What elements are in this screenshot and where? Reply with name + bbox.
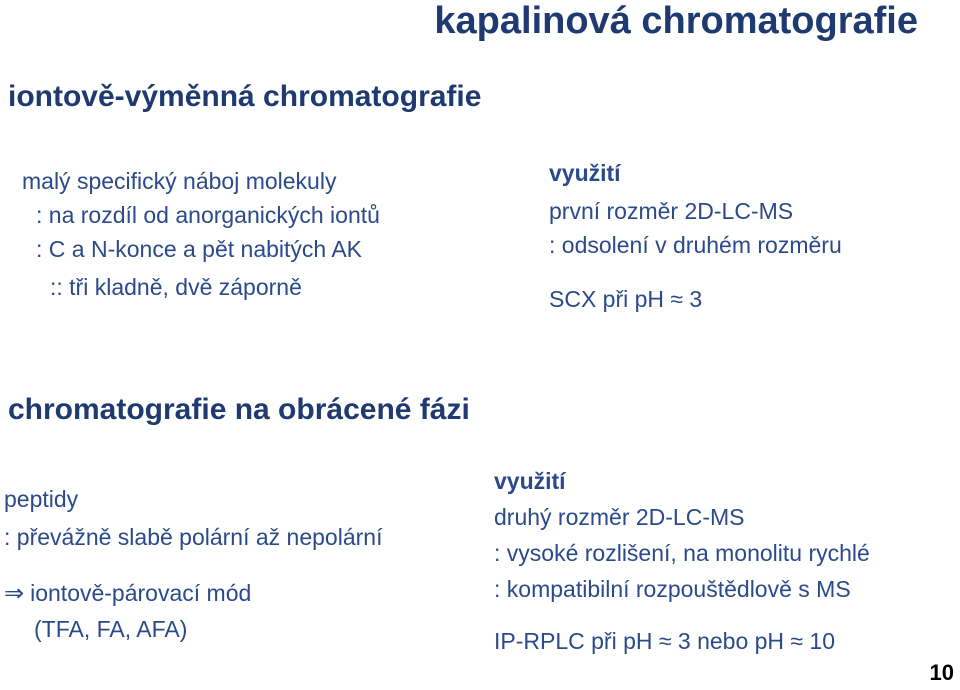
reversed-phase-line-1: peptidy (4, 486, 79, 512)
ion-exchange-line-4: :: tři kladně, dvě záporně (50, 274, 302, 300)
ion-exchange-usage-line-2: : odsolení v druhém rozměru (549, 232, 842, 258)
ion-pairing-agents: (TFA, FA, AFA) (34, 616, 188, 642)
ion-exchange-usage-line-1: první rozměr 2D-LC-MS (549, 198, 794, 224)
reversed-phase-arrow-row (4, 578, 251, 609)
reversed-phase-usage-line-2: : vysoké rozlišení, na monolitu rychlé (494, 540, 870, 566)
ion-exchange-usage-line-3: SCX při pH ≈ 3 (549, 286, 703, 312)
reversed-phase-usage-line-3: : kompatibilní rozpouštědlově s MS (494, 576, 851, 602)
section-heading-reversed-phase: chromatografie na obrácené fázi (8, 393, 470, 426)
ion-pairing-mode-label: iontově-párovací mód (30, 580, 252, 606)
reversed-phase-usage-line-4: IP-RPLC při pH ≈ 3 nebo pH ≈ 10 (494, 628, 836, 654)
implies-arrow-icon: ⇒ (4, 580, 25, 607)
ion-exchange-line-1: malý specifický náboj molekuly (22, 168, 337, 194)
page-title: kapalinová chromatografie (434, 0, 918, 42)
ion-exchange-usage-label: využití (549, 160, 621, 186)
section-heading-ion-exchange: iontově-výměnná chromatografie (8, 80, 482, 113)
reversed-phase-usage-line-1: druhý rozměr 2D-LC-MS (494, 504, 745, 530)
ion-exchange-line-3: : C a N-konce a pět nabitých AK (36, 236, 363, 262)
reversed-phase-line-2: : převážně slabě polární až nepolární (4, 524, 383, 550)
page-number: 10 (929, 660, 954, 685)
ion-exchange-line-2: : na rozdíl od anorganických iontů (36, 202, 380, 228)
reversed-phase-usage-label: využití (494, 468, 566, 494)
